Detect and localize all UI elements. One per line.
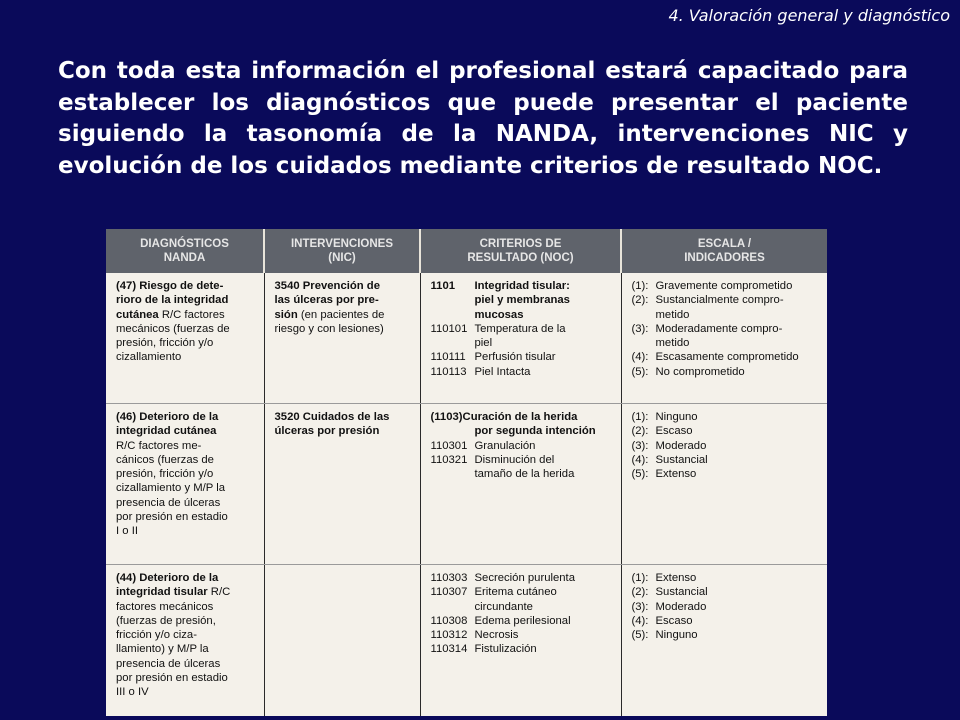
nanda-line: presión, fricción y/o [116, 468, 214, 481]
nanda-line: llamiento) y M/P la [116, 643, 209, 656]
scale-line: metido [655, 308, 690, 321]
cell-scale [621, 565, 827, 717]
noc-line: 110314 Fistulización [430, 643, 537, 656]
nanda-line: cizallamiento [116, 351, 182, 364]
scale-line: (5): No comprometido [631, 365, 745, 378]
noc-line: 110111 Perfusión tisular [430, 351, 556, 364]
cell-noc [420, 565, 621, 717]
nic-line: sión (en pacientes de [274, 308, 385, 321]
nanda-line: (44) Deterioro de la [116, 572, 219, 584]
noc-line: 110307 Eritema cutáneo [430, 586, 557, 599]
scale-line: (2): Sustancialmente compro- [631, 294, 784, 307]
noc-line: 110113 Piel Intacta [430, 365, 531, 378]
noc-line: 110101 Temperatura de la [430, 322, 566, 335]
scale-line: (4): Escasamente comprometido [631, 351, 799, 364]
nanda-line: por presión en estadio [116, 511, 228, 524]
cell-nic [264, 404, 420, 565]
cell-scale [621, 404, 827, 565]
noc-line: circundante [474, 600, 533, 613]
table-row [106, 404, 827, 565]
scale-line: (1): Gravemente comprometido [631, 280, 793, 292]
cell-nanda [106, 273, 264, 404]
noc-line: tamaño de la herida [474, 468, 575, 481]
nanda-line: presión, fricción y/o [116, 337, 214, 350]
noc-line: 1101 Integridad tisular: [430, 280, 570, 292]
nic-line: úlceras por presión [274, 425, 380, 438]
nanda-line: por presión en estadio [116, 672, 228, 685]
table-header-row [106, 229, 827, 273]
nanda-line: cizallamiento y M/P la [116, 482, 226, 495]
nanda-line: rioro de la integridad [116, 294, 229, 307]
cell-nanda [106, 565, 264, 717]
scale-line: (1): Ninguno [631, 411, 698, 423]
noc-line: piel [474, 337, 493, 350]
scale-line: (4): Sustancial [631, 453, 708, 466]
header-noc: CRITERIOS DE RESULTADO (NOC) [420, 229, 621, 273]
nanda-line: III o IV [116, 686, 149, 699]
nanda-line: mecánicos (fuerzas de [116, 322, 230, 335]
scale-line: (3): Moderado [631, 439, 707, 452]
noc-line: piel y membranas [474, 294, 570, 307]
nanda-line: presencia de úlceras [116, 657, 221, 670]
cell-nic [264, 273, 420, 404]
nanda-line: I o II [116, 525, 138, 538]
scale-line: (5): Ninguno [631, 629, 698, 642]
header-nic: INTERVENCIONES (NIC) [264, 229, 420, 273]
scale-line: (2): Sustancial [631, 586, 708, 599]
noc-line: 110308 Edema perilesional [430, 614, 571, 627]
noc-line: 110301 Granulación [430, 439, 536, 452]
cell-nic [264, 565, 420, 717]
table-row [106, 273, 827, 404]
cell-noc [420, 273, 621, 404]
nanda-line: cánicos (fuerzas de [116, 453, 214, 466]
nanda-line: (fuerzas de presión, [116, 614, 216, 627]
nanda-nic-noc-table-image [106, 229, 827, 716]
nanda-line: (46) Deterioro de la [116, 411, 219, 423]
nanda-nic-noc-table [106, 229, 827, 716]
scale-line: (2): Escaso [631, 425, 693, 438]
header-nanda: DIAGNÓSTICOS NANDA [106, 229, 264, 273]
cell-nanda [106, 404, 264, 565]
nic-line: riesgo y con lesiones) [274, 322, 384, 335]
section-header: 4. Valoración general y diagnóstico [668, 6, 950, 25]
noc-line: 110303 Secreción purulenta [430, 572, 575, 584]
header-scale: ESCALA / INDICADORES [621, 229, 827, 273]
noc-line: por segunda intención [474, 425, 596, 438]
intro-paragraph: Con toda esta información el profesional estará capacitado para establecer los diagnósticos que puede presentar el paciente siguiendo la tasonomía de la NANDA, intervenciones NIC y evolución de los cuidados mediante criterios de resultado NOC. [58, 58, 908, 179]
nanda-line: factores mecánicos [116, 600, 214, 613]
nic-line: 3520 Cuidados de las [274, 411, 390, 423]
scale-line: (3): Moderado [631, 600, 707, 613]
nanda-line: integridad tisular R/C [116, 586, 231, 599]
nic-line: 3540 Prevención de [274, 280, 380, 292]
nanda-line: (47) Riesgo de dete- [116, 280, 224, 292]
nanda-line: integridad cutánea [116, 425, 217, 438]
cell-scale [621, 273, 827, 404]
nic-line: las úlceras por pre- [274, 294, 379, 307]
nanda-line: R/C factores me- [116, 439, 202, 452]
nanda-line: cutánea R/C factores [116, 308, 225, 321]
nanda-line: presencia de úlceras [116, 496, 221, 509]
noc-line: mucosas [474, 308, 524, 321]
scale-line: (3): Moderadamente compro- [631, 322, 783, 335]
noc-line: (1103)Curación de la herida [430, 411, 578, 423]
cell-noc [420, 404, 621, 565]
noc-line: 110312 Necrosis [430, 629, 519, 642]
noc-line: 110321 Disminución del [430, 453, 555, 466]
nanda-line: fricción y/o ciza- [116, 629, 197, 642]
table-row [106, 565, 827, 717]
scale-line: metido [655, 337, 690, 350]
scale-line: (4): Escaso [631, 614, 693, 627]
scale-line: (1): Extenso [631, 572, 697, 584]
scale-line: (5): Extenso [631, 468, 697, 481]
